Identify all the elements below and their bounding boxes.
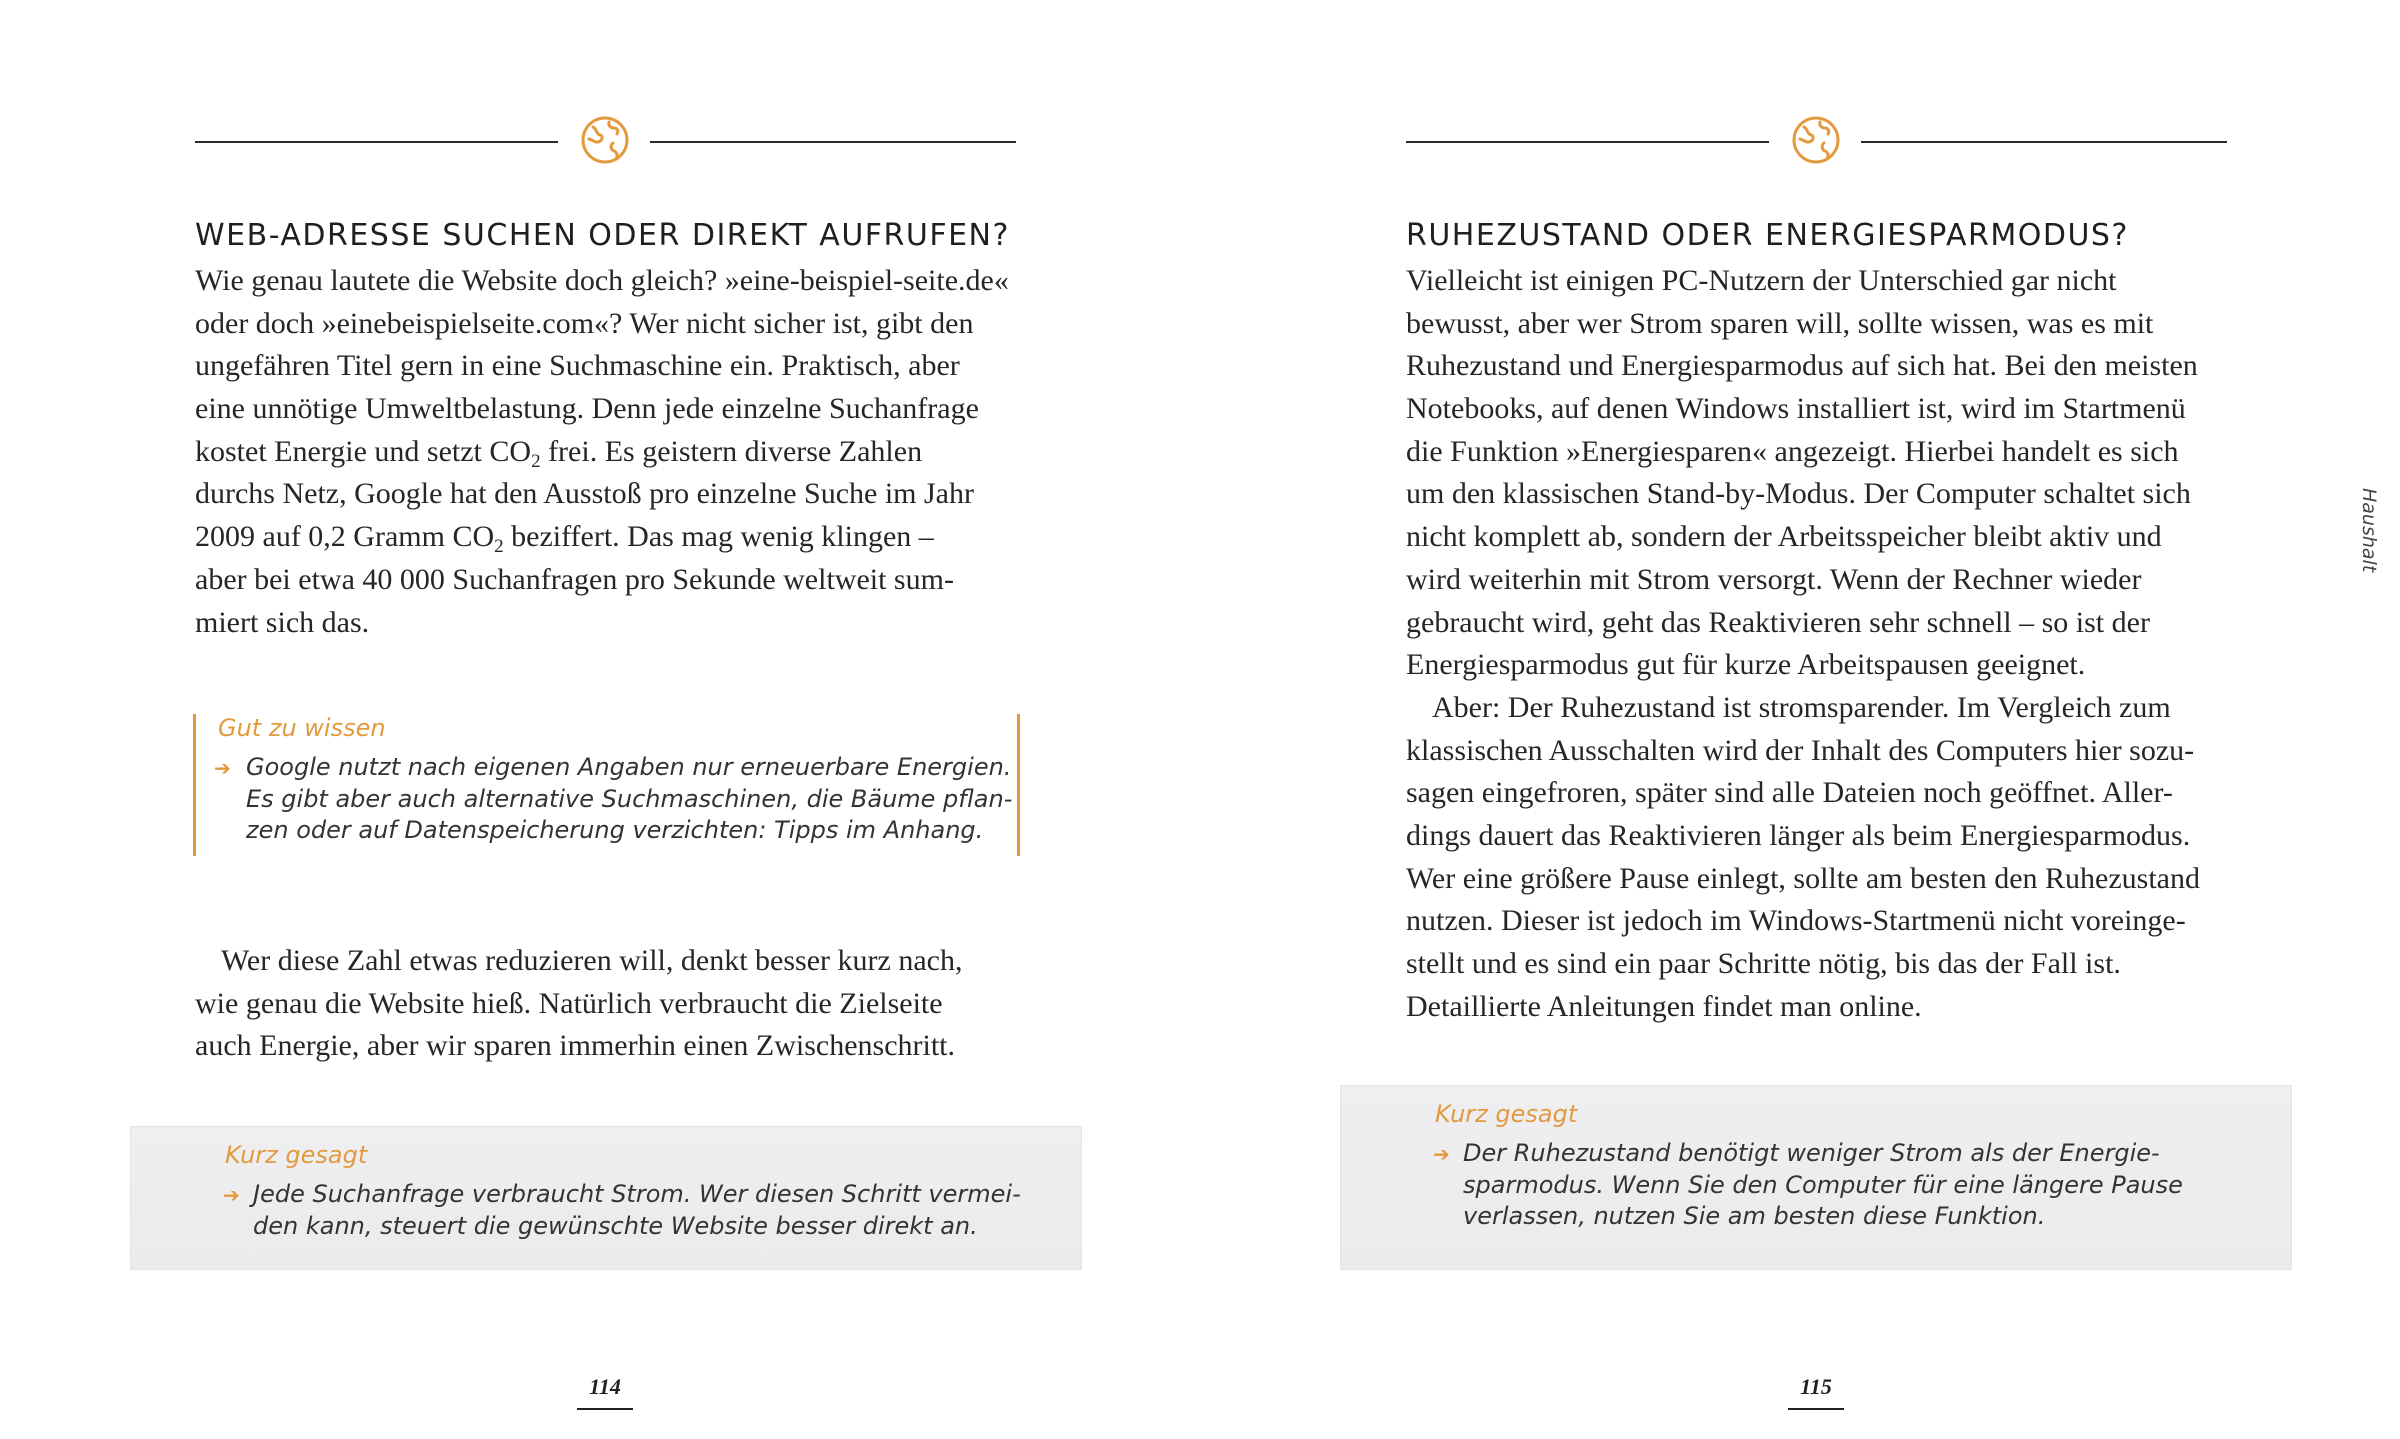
page-number: 115	[1800, 1374, 1832, 1399]
globe-icon	[1791, 115, 1841, 165]
text-line: Aber: Der Ruhezustand ist stromsparender. Im Vergleich zum	[1432, 690, 2171, 724]
text-fragment: frei. Es geistern diverse Zahlen	[540, 434, 923, 468]
header-rule-left	[195, 141, 558, 143]
arrow-right-icon: ➔	[1433, 1142, 1450, 1166]
right-page	[1200, 0, 2400, 1439]
summary-title: Kurz gesagt	[1435, 1100, 1578, 1128]
page-number: 114	[589, 1374, 621, 1399]
text-line: Wer diese Zahl etwas reduzieren will, denkt besser kurz nach,	[221, 944, 963, 977]
text-line: bewusst, aber wer Strom sparen will, sollte wissen, was es mit	[1406, 306, 2154, 340]
summary-title: Kurz gesagt	[225, 1141, 368, 1169]
info-box-title: Gut zu wissen	[218, 714, 386, 742]
text-line: gebraucht wird, geht das Reaktivieren sehr schnell – so ist der	[1406, 605, 2150, 639]
text-line: den kann, steuert die gewünschte Website besser direkt an.	[253, 1211, 978, 1240]
header-rule-left	[1406, 141, 1769, 143]
summary-text	[253, 1179, 1021, 1242]
text-line: oder doch »einebeispielseite.com«? Wer nicht sicher ist, gibt den	[195, 306, 974, 340]
text-line	[195, 431, 1009, 474]
text-line: dings dauert das Reaktivieren länger als beim Energiesparmodus.	[1406, 818, 2191, 852]
summary-box-kurz-gesagt	[130, 1126, 1082, 1270]
arrow-right-icon: ➔	[214, 756, 231, 780]
text-line: klassischen Ausschalten wird der Inhalt des Computers hier sozu-	[1406, 733, 2195, 767]
page-number-underline	[1788, 1408, 1844, 1410]
text-line: wird weiterhin mit Strom versorgt. Wenn der Rechner wieder	[1406, 562, 2142, 596]
text-line: die Funktion »Energiesparen« angezeigt. Hierbei handelt es sich	[1406, 434, 2179, 468]
text-line: Vielleicht ist einigen PC-Nutzern der Unterschied gar nicht	[1406, 264, 2117, 297]
section-heading: WEB-ADRESSE SUCHEN ODER DIREKT AUFRUFEN?	[195, 218, 1010, 253]
text-line: Energiesparmodus gut für kurze Arbeitspausen geeignet.	[1406, 648, 2086, 682]
text-line: zen oder auf Datenspeicherung verzichten: Tipps im Anhang.	[246, 816, 984, 844]
text-line: stellt und es sind ein paar Schritte nötig, bis das der Fall ist.	[1406, 947, 2121, 980]
text-line: durchs Netz, Google hat den Ausstoß pro einzelne Suche im Jahr	[195, 477, 974, 511]
chapter-side-label: Haushalt	[2358, 488, 2380, 573]
text-line: nicht komplett ab, sondern der Arbeitsspeicher bleibt aktiv und	[1406, 520, 2162, 554]
arrow-right-icon: ➔	[223, 1183, 240, 1207]
globe-icon	[580, 115, 630, 165]
body-paragraph	[1406, 260, 2200, 1028]
text-line: verlassen, nutzen Sie am besten diese Funktion.	[1463, 1202, 2046, 1230]
text-line: sagen eingefroren, später sind alle Dateien noch geöffnet. Aller-	[1406, 776, 2173, 810]
text-fragment: kostet Energie und setzt CO	[195, 434, 532, 468]
summary-box-kurz-gesagt	[1340, 1085, 2292, 1270]
text-fragment: beziffert. Das mag wenig klingen –	[503, 520, 934, 554]
section-heading: RUHEZUSTAND ODER ENERGIESPARMODUS?	[1406, 218, 2129, 253]
body-paragraph	[195, 260, 1009, 644]
text-line: auch Energie, aber wir sparen immerhin einen Zwischenschritt.	[195, 1029, 956, 1063]
text-line: Detaillierte Anleitungen findet man online.	[1406, 989, 1922, 1023]
header-rule-right	[1861, 141, 2227, 143]
summary-text	[1463, 1138, 2183, 1233]
text-line: um den klassischen Stand-by-Modus. Der Computer schaltet sich	[1406, 477, 2191, 511]
text-line: Ruhezustand und Energiesparmodus auf sich hat. Bei den meisten	[1406, 349, 2198, 383]
text-line	[195, 516, 1009, 559]
info-box-gut-zu-wissen	[193, 714, 1020, 856]
text-line: Notebooks, auf denen Windows installiert ist, wird im Startmenü	[1406, 392, 2186, 426]
text-line: eine unnötige Umweltbelastung. Denn jede einzelne Suchanfrage	[195, 392, 979, 426]
text-line: Es gibt aber auch alternative Suchmaschinen, die Bäume pflan-	[246, 784, 1013, 813]
text-line: aber bei etwa 40 000 Suchanfragen pro Sekunde weltweit sum-	[195, 562, 954, 596]
info-box-text	[246, 752, 1012, 847]
text-line: sparmodus. Wenn Sie den Computer für eine längere Pause	[1463, 1170, 2183, 1199]
text-line: ungefähren Titel gern in eine Suchmaschine ein. Praktisch, aber	[195, 349, 960, 383]
text-line: Wie genau lautete die Website doch gleich? »eine-beispiel-seite.de«	[195, 264, 1009, 297]
text-line: wie genau die Website hieß. Natürlich verbraucht die Zielseite	[195, 986, 943, 1020]
subscript: 2	[494, 536, 504, 558]
page-number-underline	[577, 1408, 633, 1410]
text-line: Jede Suchanfrage verbraucht Strom. Wer diesen Schritt vermei-	[253, 1180, 1021, 1208]
subscript: 2	[531, 450, 541, 472]
text-line: miert sich das.	[195, 605, 370, 639]
text-line: Der Ruhezustand benötigt weniger Strom als der Energie-	[1463, 1139, 2160, 1167]
text-line: Google nutzt nach eigenen Angaben nur erneuerbare Energien.	[246, 753, 1012, 781]
body-paragraph	[195, 940, 962, 1068]
text-line: Wer eine größere Pause einlegt, sollte am besten den Ruhezustand	[1406, 861, 2200, 895]
header-rule-right	[650, 141, 1016, 143]
text-line: nutzen. Dieser ist jedoch im Windows-Startmenü nicht voreinge-	[1406, 904, 2186, 938]
text-fragment: 2009 auf 0,2 Gramm CO	[195, 520, 495, 554]
